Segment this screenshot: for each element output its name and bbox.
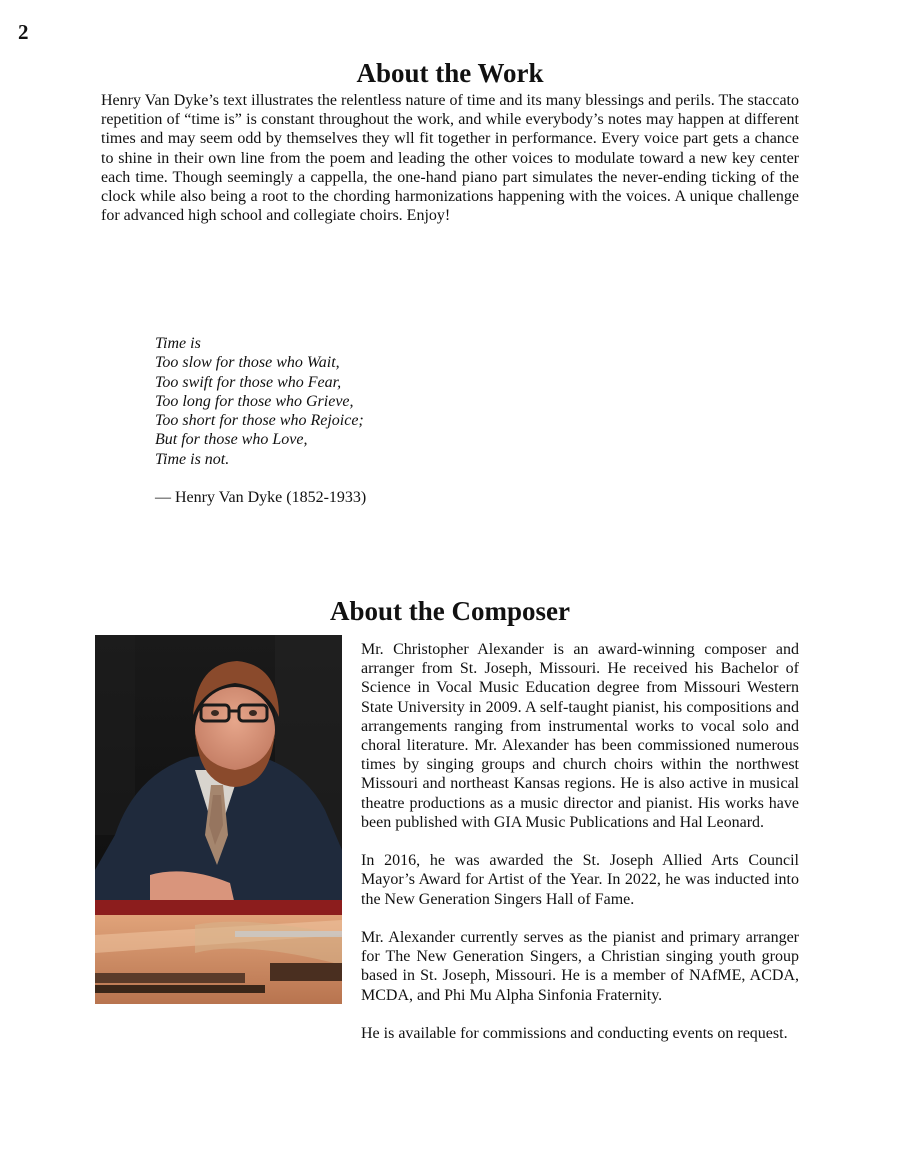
poem-line: But for those who Love, <box>155 431 308 449</box>
poem-attribution: — Henry Van Dyke (1852-1933) <box>155 489 367 507</box>
poem-line: Too short for those who Rejoice; <box>155 412 364 430</box>
poem-line: Time is <box>155 335 201 352</box>
poem-line: Too long for those who Grieve, <box>155 392 354 410</box>
poem-line: Too slow for those who Wait, <box>155 354 340 372</box>
composer-paragraph: He is available for commissions and conducting events on request. <box>361 1025 788 1043</box>
about-composer-heading: About the Composer <box>330 596 570 626</box>
composer-paragraph: Mr. Christopher Alexander is an award-winning composer and arranger from St. Joseph, Missouri. He received his Bachelor of Science in Vocal Music Education degree from Missouri Western State University in 2009. A self-taught pianist, his compositions and arrangements ranging from instrumental works to vocal solo and choral literature. Mr. Alexander has been commissioned numerous times by singing groups and church choirs within the northwest Missouri and northeast Kansas regions. He is also active in musical theatre productions as a music director and pianist. His works have been published with GIA Music Publications and Hal Leonard. <box>361 641 799 831</box>
composer-paragraph: In 2016, he was awarded the St. Joseph Allied Arts Council Mayor’s Award for Artist of the Year. In 2022, he was inducted into the New Generation Singers Hall of Fame. <box>361 852 799 908</box>
poem-line: Time is not. <box>155 450 230 468</box>
composer-paragraph: Mr. Alexander currently serves as the pianist and primary arranger for The New Generation Singers, a Christian singing youth group based in St. Joseph, Missouri. He is a member of NAfME, ACDA, MCDA, and Phi Mu Alpha Sinfonia Fraternity. <box>361 929 799 1004</box>
about-work-heading: About the Work <box>356 58 544 88</box>
poem-line: Too swift for those who Fear, <box>155 373 342 391</box>
poem-block <box>155 334 575 507</box>
composer-photo <box>95 635 342 1004</box>
page-number: 2 <box>18 20 29 44</box>
about-composer-text <box>361 640 799 1062</box>
about-work-paragraph: Henry Van Dyke’s text illustrates the relentless nature of time and its many blessings and perils. The staccato repetition of “time is” is constant throughout the work, and while everybody’s notes may happen at different times and may seem odd by themselves they wll fit together in performance. Every voice part gets a chance to shine in their own line from the poem and leading the other voices to modulate toward a new key center each time. Though seemingly a cappella, the one-hand piano part simulates the never-ending ticking of the clock while also being a root to the chording harmonizations happening with the voices. A unique challenge for advanced high school and collegiate choirs. Enjoy! <box>101 92 799 225</box>
